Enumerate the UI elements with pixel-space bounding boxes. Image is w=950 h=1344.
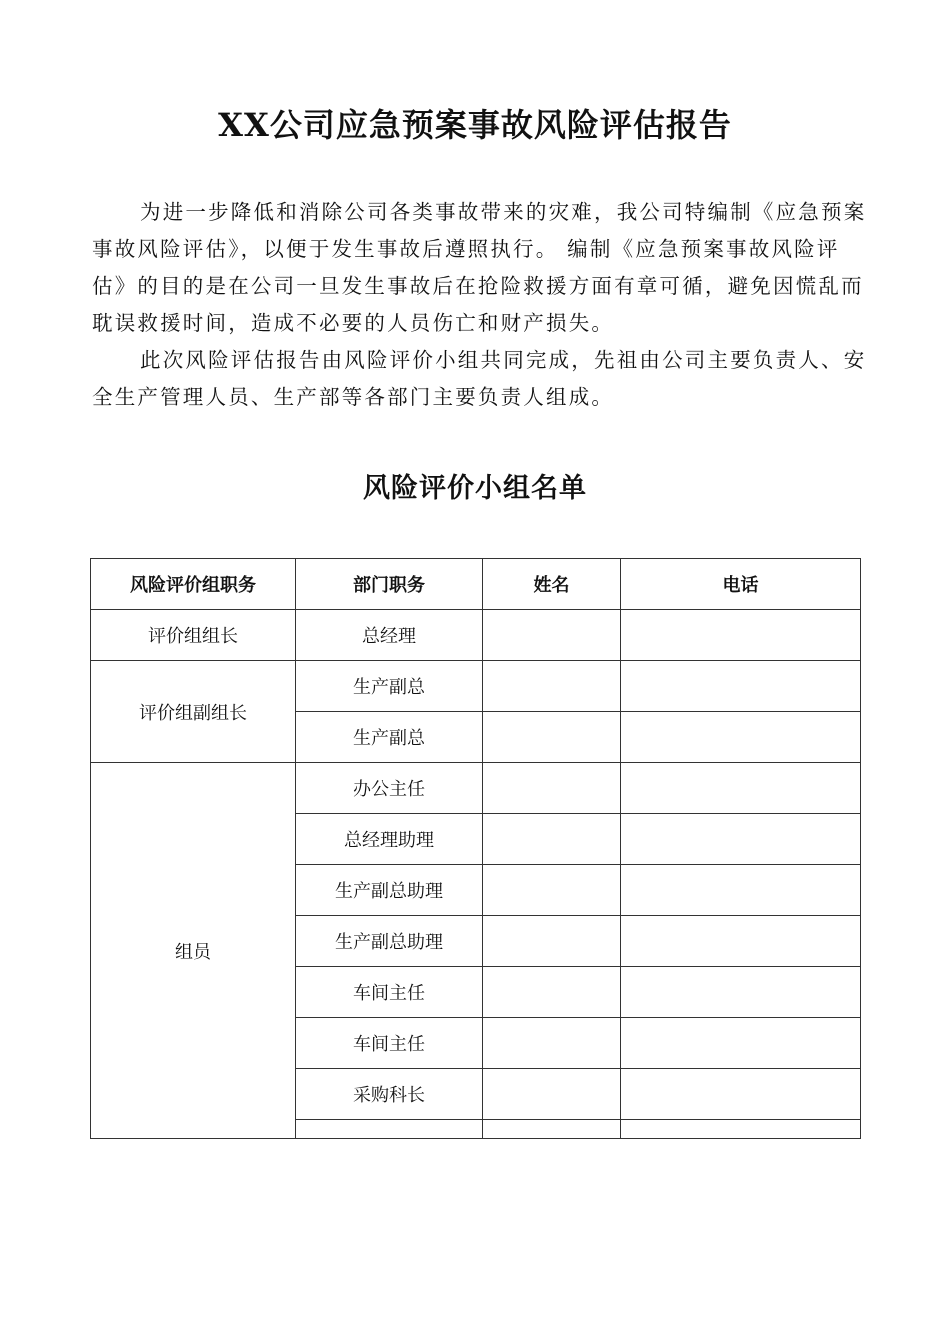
position-cell: 办公主任 — [296, 763, 483, 814]
table-row — [91, 661, 861, 712]
position-cell: 生产副总助理 — [296, 916, 483, 967]
composition-paragraph: 此次风险评估报告由风险评价小组共同完成，先祖由公司主要负责人、安全生产管理人员、生产部等各部门主要负责人组成。 — [92, 348, 867, 409]
name-cell — [483, 865, 621, 916]
header-department-position: 部门职务 — [296, 559, 483, 610]
phone-cell — [621, 610, 861, 661]
name-cell — [483, 712, 621, 763]
phone-cell — [621, 916, 861, 967]
header-phone: 电话 — [621, 559, 861, 610]
table-row — [91, 610, 861, 661]
name-cell — [483, 763, 621, 814]
position-cell: 采购科长 — [296, 1069, 483, 1120]
position-cell: 生产副总 — [296, 712, 483, 763]
position-cell: 生产副总助理 — [296, 865, 483, 916]
phone-cell — [621, 661, 861, 712]
phone-cell — [621, 865, 861, 916]
phone-cell — [621, 1069, 861, 1120]
table-title: 风险评价小组名单 — [363, 473, 587, 504]
name-cell — [483, 814, 621, 865]
name-cell — [483, 610, 621, 661]
name-cell — [483, 967, 621, 1018]
name-cell — [483, 1120, 621, 1139]
header-team-role: 风险评价组职务 — [91, 559, 296, 610]
position-cell: 车间主任 — [296, 1018, 483, 1069]
position-cell: 车间主任 — [296, 967, 483, 1018]
risk-assessment-team-table — [90, 558, 861, 1139]
header-name: 姓名 — [483, 559, 621, 610]
position-cell: 总经理助理 — [296, 814, 483, 865]
document-title: XX公司应急预案事故风险评估报告 — [218, 106, 732, 144]
team-role-cell: 组员 — [91, 763, 296, 1139]
name-cell — [483, 916, 621, 967]
name-cell — [483, 1069, 621, 1120]
team-role-cell: 评价组组长 — [91, 610, 296, 661]
name-cell — [483, 1018, 621, 1069]
phone-cell — [621, 712, 861, 763]
phone-cell — [621, 814, 861, 865]
intro-paragraph: 为进一步降低和消除公司各类事故带来的灾难，我公司特编制《应急预案事故风险评估》，以便于发生事故后遵照执行。 编制《应急预案事故风险评估》的目的是在公司一旦发生事故后在抢险救援方面有章可循，避免因慌乱而耽误救援时间，造成不必要的人员伤亡和财产损失。 — [92, 200, 867, 335]
phone-cell — [621, 1120, 861, 1139]
name-cell — [483, 661, 621, 712]
phone-cell — [621, 1018, 861, 1069]
phone-cell — [621, 763, 861, 814]
table-header-row — [91, 559, 861, 610]
position-cell — [296, 1120, 483, 1139]
position-cell: 总经理 — [296, 610, 483, 661]
phone-cell — [621, 967, 861, 1018]
team-role-cell: 评价组副组长 — [91, 661, 296, 763]
table-row — [91, 763, 861, 814]
position-cell: 生产副总 — [296, 661, 483, 712]
